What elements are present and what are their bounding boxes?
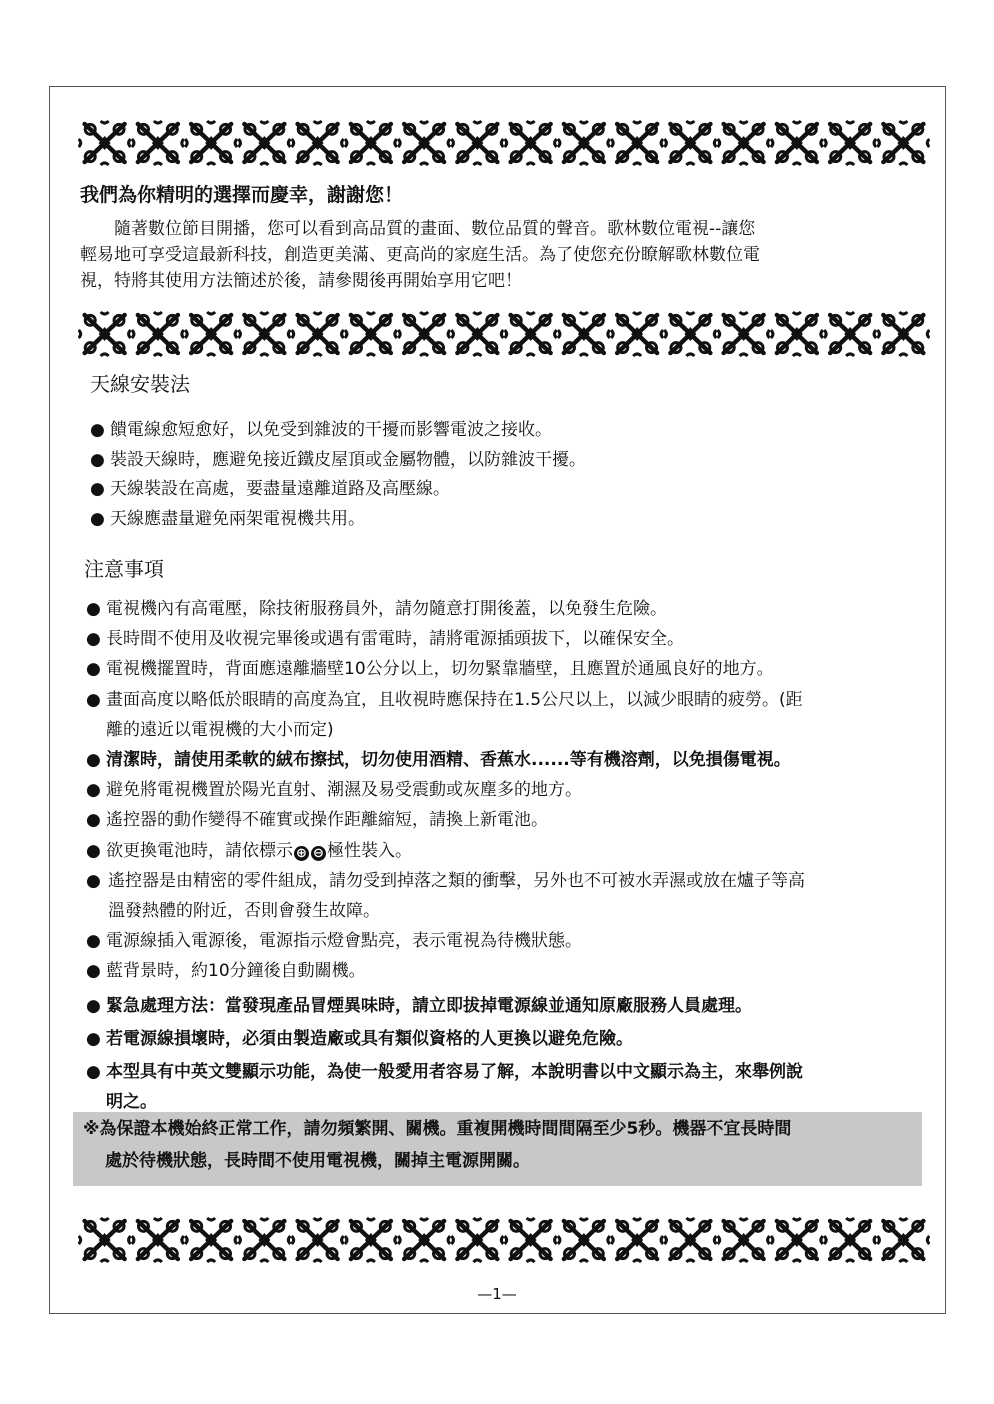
ornament-motif	[451, 312, 503, 356]
bullet-icon: ●	[90, 420, 105, 440]
ornament-motif	[664, 312, 716, 356]
ornament-border-top	[78, 118, 930, 168]
page-heading: 我們為你精明的選擇而慶幸，謝謝您！	[80, 184, 404, 206]
list-item: ● 遙控器是由精密的零件組成，請勿受到掉落之類的衝擊，另外也不可被水弄濕或放在爐子等高 溫發熱體的附近，否則會發生故障。	[86, 870, 805, 922]
ornament-motif	[771, 1218, 823, 1262]
ornament-motif	[611, 1218, 663, 1262]
ornament-motif	[611, 121, 663, 165]
ornament-motif	[877, 312, 929, 356]
ornament-motif	[505, 121, 557, 165]
notes-section-title: 注意事項	[84, 557, 164, 581]
bullet-icon: ●	[90, 449, 105, 470]
ornament-border-bottom	[78, 1215, 930, 1265]
ornament-motif	[824, 121, 876, 165]
intro-line: 隨著數位節目開播，您可以看到高品質的畫面、數位品質的聲音。歌林數位電視--讓您	[80, 219, 756, 239]
list-item: ● 清潔時，請使用柔軟的絨布擦拭，切勿使用酒精、香蕉水......等有機溶劑，以免損傷電視。	[86, 750, 791, 771]
antenna-section-title: 天線安裝法	[90, 372, 190, 396]
ornament-motif	[238, 121, 290, 165]
ornament-motif	[718, 121, 770, 165]
list-item: ● 電源線插入電源後，電源指示燈會點亮，表示電視為待機狀態。	[86, 931, 582, 952]
ornament-motif	[398, 1218, 450, 1262]
page-number: —1—	[477, 1285, 517, 1303]
warning-box	[73, 1112, 922, 1186]
ornament-motif	[292, 1218, 344, 1262]
list-item: ● 欲更換電池時，請依標示 ⊕ ⊖ 極性裝入。	[86, 840, 412, 861]
list-item: ● 天線裝設在高處，要盡量遠離道路及高壓線。	[90, 475, 940, 505]
notes-list	[86, 594, 936, 1117]
ornament-motif	[398, 312, 450, 356]
list-item: ● 若電源線損壞時，必須由製造廠或具有類似資格的人更換以避免危險。	[86, 1028, 633, 1049]
ornament-motif	[345, 1218, 397, 1262]
ornament-motif	[558, 1218, 610, 1262]
plus-icon: ⊕	[294, 846, 309, 861]
list-item: ● 本型具有中英文雙顯示功能，為使一般愛用者容易了解，本說明書以中文顯示為主，來舉例說 明之。	[86, 1062, 803, 1113]
ornament-motif	[664, 1218, 716, 1262]
list-item: ● 電視機擺置時，背面應遠離牆壁10公分以上，切勿緊靠牆壁，且應置於通風良好的地方。	[86, 659, 774, 680]
antenna-list	[90, 416, 940, 534]
ornament-motif	[238, 1218, 290, 1262]
ornament-motif	[345, 312, 397, 356]
list-item: ● 饋電線愈短愈好，以免受到雜波的干擾而影響電波之接收。	[90, 416, 940, 446]
list-item: ● 裝設天線時，應避免接近鐵皮屋頂或金屬物體，以防雜波干擾。	[90, 446, 940, 476]
ornament-motif	[558, 121, 610, 165]
ornament-motif	[611, 312, 663, 356]
list-item: ● 遙控器的動作變得不確實或操作距離縮短，請換上新電池。	[86, 810, 548, 831]
ornament-motif	[132, 312, 184, 356]
ornament-motif	[292, 312, 344, 356]
ornament-motif	[79, 312, 131, 356]
ornament-motif	[292, 121, 344, 165]
ornament-motif	[185, 121, 237, 165]
list-item: ● 避免將電視機置於陽光直射、潮濕及易受震動或灰塵多的地方。	[86, 780, 582, 801]
list-item: ● 電視機內有高電壓，除技術服務員外，請勿隨意打開後蓋，以免發生危險。	[86, 599, 667, 619]
ornament-motif	[505, 1218, 557, 1262]
intro-paragraph	[80, 216, 930, 294]
ornament-motif	[345, 121, 397, 165]
ornament-motif	[824, 1218, 876, 1262]
warning-line: 處於待機狀態，長時間不使用電視機，關掉主電源開關。	[105, 1151, 530, 1171]
minus-icon: ⊖	[311, 846, 326, 861]
intro-line: 輕易地可享受這最新科技，創造更美滿、更高尚的家庭生活。為了使您充份瞭解歌林數位電	[80, 245, 760, 265]
ornament-motif	[771, 121, 823, 165]
ornament-motif	[398, 121, 450, 165]
ornament-motif	[771, 312, 823, 356]
list-item: ● 長時間不使用及收視完畢後或遇有雷電時，請將電源插頭拔下，以確保安全。	[86, 629, 684, 650]
ornament-border-middle	[78, 309, 930, 359]
ornament-motif	[132, 1218, 184, 1262]
bullet-icon: ●	[90, 508, 105, 529]
ornament-motif	[718, 312, 770, 356]
ornament-motif	[451, 1218, 503, 1262]
ornament-motif	[185, 312, 237, 356]
list-item: ● 天線應盡量避免兩架電視機共用。	[90, 505, 940, 535]
list-item: ● 藍背景時，約10分鐘後自動關機。	[86, 961, 366, 982]
ornament-motif	[132, 121, 184, 165]
list-item: ● 畫面高度以略低於眼睛的高度為宜，且收視時應保持在1.5公尺以上，以減少眼睛的疲勞。(距 離的遠近以電視機的大小而定)	[86, 689, 803, 740]
ornament-motif	[451, 121, 503, 165]
list-item: ● 緊急處理方法：當發現產品冒煙異味時，請立即拔掉電源線並通知原廠服務人員處理。	[86, 995, 752, 1016]
ornament-motif	[824, 312, 876, 356]
warning-line: ※為保證本機始終正常工作，請勿頻繁開、關機。重複開機時間間隔至少5秒。機器不宜長時間	[83, 1119, 792, 1139]
ornament-motif	[558, 312, 610, 356]
ornament-motif	[79, 121, 131, 165]
ornament-motif	[664, 121, 716, 165]
ornament-motif	[877, 121, 929, 165]
ornament-motif	[505, 312, 557, 356]
ornament-motif	[185, 1218, 237, 1262]
ornament-motif	[718, 1218, 770, 1262]
bullet-icon: ●	[90, 479, 105, 499]
ornament-motif	[238, 312, 290, 356]
ornament-motif	[79, 1218, 131, 1262]
ornament-motif	[877, 1218, 929, 1262]
intro-line: 視，特將其使用方法簡述於後，請參閱後再開始享用它吧！	[80, 271, 522, 291]
